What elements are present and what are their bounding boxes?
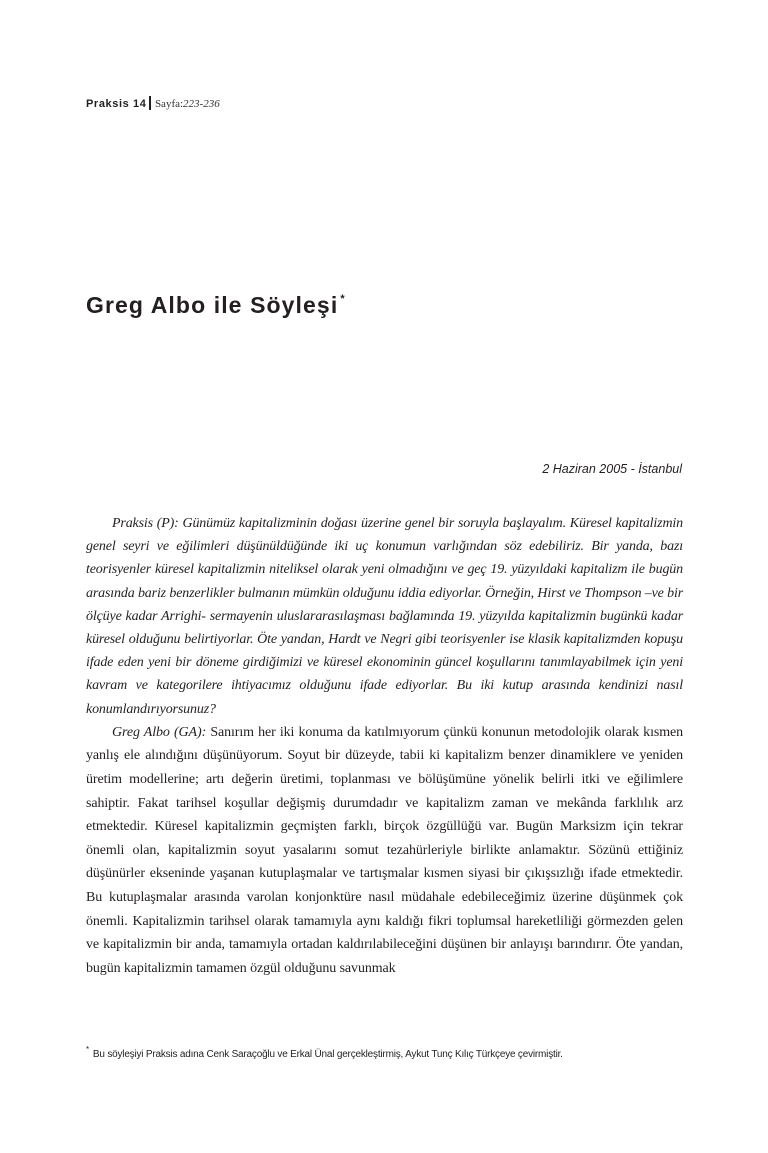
- dateline: 2 Haziran 2005 - İstanbul: [542, 462, 682, 476]
- article-title: [86, 282, 345, 322]
- article-body: [86, 512, 683, 980]
- answer-speaker: Greg Albo (GA):: [112, 724, 207, 740]
- running-head: [86, 96, 220, 112]
- interview-question: Praksis (P): Günümüz kapitalizminin doğası üzerine genel bir soruyla başlayalım. Küresel kapitalizmin genel seyri ve eğilimleri düşünüldüğünde iki uç konumun varlığından söz edebiliriz. Bir yanda, bazı teorisyenler küresel kapitalizmin niteliksel olarak yeni olmadığını ve geç 19. yüzyıldaki kapitalizm ile bugün arasında bariz benzerlikler bulmanın mümkün olduğunu iddia ediyorlar. Örneğin, Hirst ve Thompson –ve bir ölçüye kadar Arrighi- sermayenin uluslararasılaşması bağlamında 19. yüzyılda kapitalizmin bugünkü kadar küresel olduğunu belirtiyorlar. Öte yandan, Hardt ve Negri gibi teorisyenler ise klasik kapitalizmden kopuşu ifade eden yeni bir döneme girdiğimizi ve küresel ekonominin güncel koşullarını tanımlayabilmek için yeni kavram ve kategorilere ihtiyacımız olduğunu ifade ediyorlar. Bu iki kutup arasında kendinizi nasıl konumlandırıyorsunuz?: [86, 516, 683, 717]
- journal-issue: Praksis 14: [86, 98, 147, 110]
- footnote-text: Bu söyleşiyi Praksis adına Cenk Saraçoğlu ve Erkal Ünal gerçekleştirmiş, Aykut Tunç Kılıç Türkçeye çevirmiştir.: [92, 1049, 563, 1060]
- footnote: [86, 1042, 686, 1063]
- title-footnote-mark: *: [340, 293, 345, 305]
- pages-range: 223-236: [183, 98, 220, 110]
- footnote-mark: *: [86, 1045, 89, 1054]
- header-divider: [149, 96, 151, 110]
- interview-answer: [86, 721, 683, 981]
- answer-text: Sanırım her iki konuma da katılmıyorum çünkü konunun metodolojik olarak kısmen yanlış ele alındığını düşünüyorum. Soyut bir düzeyde, tabii ki kapitalizm benzer dinamiklere ve yeniden üretim modellerine; artı değerin üretimi, toplanması ve bölüşümüne yönelik belirli itki ve eğilimlere sahiptir. Fakat tarihsel koşullar değişmiş durumdadır ve kapitalizm zaman ve mekânda farklılık arz etmektedir. Küresel kapitalizmin geçmişten farklı, birçok özgüllüğü var. Bugün Marksizm için tekrar önemli olan, kapitalizmin soyut yasalarını somut tezahürleriyle birlikte anlamaktır. Sözünü ettiğiniz düşünürler ekseninde yaşanan kutuplaşmalar ve tartışmalar kısmen siyasi bir çıkışsızlığı ifade etmektedir. Bu kutuplaşmalar arasında varolan konjonktüre nasıl müdahale edebileceğimiz üzerine düşünmek çok önemli. Kapitalizmin tarihsel olarak tamamıyla aynı kaldığı fikri toplumsal hareketliliği görmezden gelen ve kapitalizmin bir anda, tamamıyla ortadan kaldırılabileceğini düşünen bir anlayışı barındırır. Öte yandan, bugün kapitalizmin tamamen özgül olduğunu savunmak: [86, 724, 684, 976]
- article-title-text: Greg Albo ile Söyleşi: [86, 292, 339, 318]
- pages-label: Sayfa:: [154, 98, 184, 110]
